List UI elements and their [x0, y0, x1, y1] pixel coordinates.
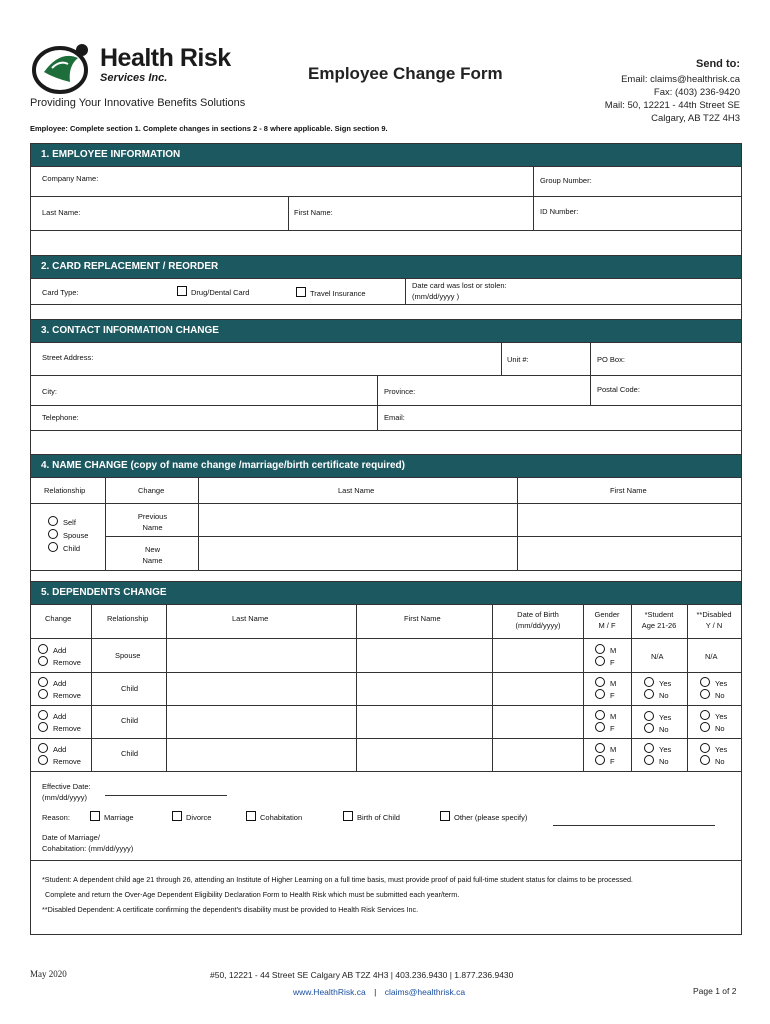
- yes-option[interactable]: Yes: [700, 710, 727, 722]
- company-name-field[interactable]: Company Name:: [42, 174, 99, 183]
- city-field[interactable]: City:: [42, 387, 57, 396]
- province-field[interactable]: Province:: [384, 387, 416, 396]
- reason-divorce-option[interactable]: Divorce: [172, 811, 211, 822]
- logo-subtitle: Services Inc.: [100, 72, 168, 84]
- marriage-checkbox[interactable]: [90, 811, 100, 821]
- postal-code-field[interactable]: Postal Code:: [597, 385, 640, 394]
- dep-col-relationship: Relationship: [107, 614, 149, 623]
- send-to-city: Calgary, AB T2Z 4H3: [651, 113, 740, 124]
- send-to-mail: Mail: 50, 12221 - 44th Street SE: [604, 100, 740, 111]
- dep-row-3-relationship: Child: [121, 716, 139, 725]
- add-option[interactable]: Add: [38, 743, 81, 755]
- yes-radio[interactable]: [644, 677, 654, 687]
- student-note: *Student: A dependent child age 21 through 26, attending an Institute of Higher Learning on a full time basis, must provide proof of paid full-time student status for claims to be processed. Complete and return the Over-Age Dependent Eligibility Declaration Form to Health Risk which must be submitted each year/term. **Disabled Dependent: A certificate confirming the dependent's disability must be provided to Health Risk Services Inc.: [42, 875, 633, 914]
- add-option[interactable]: Add: [38, 710, 81, 722]
- add-option[interactable]: Add: [38, 644, 81, 656]
- male-radio[interactable]: [595, 710, 605, 720]
- street-address-field[interactable]: Street Address:: [42, 353, 94, 362]
- id-number-field[interactable]: ID Number:: [540, 207, 579, 216]
- reason-label: Reason:: [42, 813, 70, 822]
- drug-dental-option[interactable]: Drug/Dental Card: [177, 286, 249, 297]
- col-change: Change: [138, 486, 165, 495]
- yes-radio[interactable]: [700, 743, 710, 753]
- yes-radio[interactable]: [644, 743, 654, 753]
- male-option[interactable]: M: [595, 743, 616, 755]
- send-to-fax: Fax: (403) 236-9420: [653, 87, 740, 98]
- add-radio[interactable]: [38, 710, 48, 720]
- yes-option[interactable]: Yes: [700, 677, 727, 689]
- yes-option[interactable]: Yes: [644, 677, 671, 689]
- reason-birth-option[interactable]: Birth of Child: [343, 811, 400, 822]
- last-name-field[interactable]: Last Name:: [42, 208, 81, 217]
- add-radio[interactable]: [38, 743, 48, 753]
- dep-row-4-student: [644, 743, 671, 767]
- no-option[interactable]: No: [644, 689, 671, 701]
- dep-col-first-name: First Name: [404, 614, 441, 623]
- child-radio[interactable]: [48, 542, 58, 552]
- male-radio[interactable]: [595, 677, 605, 687]
- footer-links: [293, 987, 465, 997]
- no-option[interactable]: No: [644, 723, 671, 735]
- add-radio[interactable]: [38, 644, 48, 654]
- remove-radio[interactable]: [38, 722, 48, 732]
- dep-row-3-change: [38, 710, 81, 734]
- no-radio[interactable]: [644, 755, 654, 765]
- effective-date-line[interactable]: [105, 795, 227, 796]
- remove-option[interactable]: Remove: [38, 656, 81, 668]
- yes-radio[interactable]: [700, 677, 710, 687]
- remove-option[interactable]: Remove: [38, 755, 81, 767]
- remove-option[interactable]: Remove: [38, 689, 81, 701]
- male-radio[interactable]: [595, 743, 605, 753]
- no-radio[interactable]: [644, 689, 654, 699]
- unit-field[interactable]: Unit #:: [507, 355, 529, 364]
- female-radio[interactable]: [595, 656, 605, 666]
- page-number: Page 1 of 2: [693, 986, 737, 996]
- male-option[interactable]: M: [595, 677, 616, 689]
- section-4-header: 4. NAME CHANGE (copy of name change /marriage/birth certificate required): [31, 455, 741, 477]
- dep-row-2-gender: [595, 677, 616, 701]
- first-name-field[interactable]: First Name:: [294, 208, 333, 217]
- logo-mark-icon: [30, 38, 100, 98]
- instructions: Employee: Complete section 1. Complete changes in sections 2 - 8 where applicable. Sign section 9.: [30, 124, 388, 133]
- child-option[interactable]: Child: [48, 542, 88, 555]
- dep-row-3-student: [644, 711, 671, 735]
- website-link[interactable]: www.HealthRisk.ca: [293, 987, 366, 997]
- email-link[interactable]: claims@healthrisk.ca: [384, 987, 466, 997]
- dep-row-4-change: [38, 743, 81, 767]
- dep-col-change: Change: [45, 614, 72, 623]
- no-radio[interactable]: [700, 689, 710, 699]
- col-relationship: Relationship: [44, 486, 86, 495]
- remove-radio[interactable]: [38, 689, 48, 699]
- send-to-title: Send to:: [696, 58, 740, 70]
- telephone-field[interactable]: Telephone:: [42, 413, 79, 422]
- birth-of-child-checkbox[interactable]: [343, 811, 353, 821]
- reason-other-option[interactable]: Other (please specify): [440, 811, 527, 822]
- no-option[interactable]: No: [700, 722, 727, 734]
- dep-row-2-change: [38, 677, 81, 701]
- new-name-label: New Name: [142, 545, 163, 565]
- dep-row-4-gender: [595, 743, 616, 767]
- dep-row-4-disabled: [700, 743, 727, 767]
- dep-row-1-gender: [595, 644, 616, 668]
- card-type-label: Card Type:: [42, 288, 79, 297]
- male-option[interactable]: M: [595, 644, 616, 656]
- no-radio[interactable]: [700, 722, 710, 732]
- send-to-email: Email: claims@healthrisk.ca: [621, 74, 740, 85]
- female-option[interactable]: F: [595, 755, 616, 767]
- no-option[interactable]: No: [644, 755, 671, 767]
- name-change-relationship-options: [48, 516, 88, 555]
- self-radio[interactable]: [48, 516, 58, 526]
- cohabitation-checkbox[interactable]: [246, 811, 256, 821]
- po-box-field[interactable]: PO Box:: [597, 355, 625, 364]
- travel-insurance-option[interactable]: Travel Insurance: [296, 287, 366, 298]
- dep-row-3-gender: [595, 710, 616, 734]
- other-checkbox[interactable]: [440, 811, 450, 821]
- dep-row-2-disabled: [700, 677, 727, 701]
- drug-dental-checkbox[interactable]: [177, 286, 187, 296]
- footer-address: #50, 12221 - 44 Street SE Calgary AB T2Z 4H3 | 403.236.9430 | 1.877.236.9430: [210, 970, 514, 980]
- previous-name-label: Previous Name: [137, 512, 168, 532]
- dep-col-disabled: **Disabled Y / N: [696, 610, 732, 630]
- remove-option[interactable]: Remove: [38, 722, 81, 734]
- no-radio[interactable]: [644, 723, 654, 733]
- female-option[interactable]: F: [595, 722, 616, 734]
- section-2-header: 2. CARD REPLACEMENT / REORDER: [31, 256, 741, 278]
- yes-radio[interactable]: [644, 711, 654, 721]
- other-specify-line[interactable]: [553, 825, 715, 826]
- reason-marriage-option[interactable]: Marriage: [90, 811, 134, 822]
- divorce-checkbox[interactable]: [172, 811, 182, 821]
- dep-row-1-relationship: Spouse: [115, 651, 141, 660]
- section-1-header: 1. EMPLOYEE INFORMATION: [31, 144, 741, 166]
- male-radio[interactable]: [595, 644, 605, 654]
- yes-option[interactable]: Yes: [644, 711, 671, 723]
- dep-col-gender: Gender M / F: [594, 610, 620, 630]
- no-option[interactable]: No: [700, 689, 727, 701]
- reason-cohabitation-option[interactable]: Cohabitation: [246, 811, 302, 822]
- dep-col-dob: Date of Birth (mm/dd/yyyy): [515, 610, 561, 630]
- dep-row-3-disabled: [700, 710, 727, 734]
- male-option[interactable]: M: [595, 710, 616, 722]
- date-of-marriage-label: Date of Marriage/ Cohabitation: (mm/dd/yyyy): [42, 833, 134, 853]
- dep-row-2-student: [644, 677, 671, 701]
- date-lost-field[interactable]: Date card was lost or stolen: (mm/dd/yyyy ): [412, 281, 507, 301]
- tagline: Providing Your Innovative Benefits Solutions: [30, 97, 246, 109]
- female-radio[interactable]: [595, 689, 605, 699]
- yes-option[interactable]: Yes: [644, 743, 671, 755]
- dep-row-1-disabled-na: N/A: [705, 652, 718, 661]
- logo-name: Health Risk: [100, 44, 231, 72]
- section-5-header: 5. DEPENDENTS CHANGE: [31, 582, 741, 604]
- footer-separator: |: [374, 987, 377, 997]
- self-option[interactable]: Self: [48, 516, 88, 529]
- col-first-name: First Name: [610, 486, 647, 495]
- email-field[interactable]: Email:: [384, 413, 405, 422]
- yes-option[interactable]: Yes: [700, 743, 727, 755]
- female-option[interactable]: F: [595, 656, 616, 668]
- col-last-name: Last Name: [338, 486, 375, 495]
- dep-row-2-relationship: Child: [121, 684, 139, 693]
- spouse-option[interactable]: Spouse: [48, 529, 88, 542]
- dep-row-4-relationship: Child: [121, 749, 139, 758]
- dep-row-1-student-na: N/A: [651, 652, 664, 661]
- female-option[interactable]: F: [595, 689, 616, 701]
- female-radio[interactable]: [595, 722, 605, 732]
- add-radio[interactable]: [38, 677, 48, 687]
- remove-radio[interactable]: [38, 755, 48, 765]
- dep-col-last-name: Last Name: [232, 614, 269, 623]
- section-3-header: 3. CONTACT INFORMATION CHANGE: [31, 320, 741, 342]
- form-title: Employee Change Form: [308, 64, 503, 83]
- dep-col-student: *Student Age 21-26: [641, 610, 677, 630]
- group-number-field[interactable]: Group Number:: [540, 176, 592, 185]
- remove-radio[interactable]: [38, 656, 48, 666]
- send-to-block: [605, 58, 740, 125]
- effective-date-label: Effective Date: (mm/dd/yyyy): [42, 782, 91, 802]
- no-radio[interactable]: [700, 755, 710, 765]
- dep-row-1-change: [38, 644, 81, 668]
- yes-radio[interactable]: [700, 710, 710, 720]
- no-option[interactable]: No: [700, 755, 727, 767]
- footer-date: May 2020: [30, 969, 67, 979]
- spouse-radio[interactable]: [48, 529, 58, 539]
- travel-insurance-checkbox[interactable]: [296, 287, 306, 297]
- add-option[interactable]: Add: [38, 677, 81, 689]
- female-radio[interactable]: [595, 755, 605, 765]
